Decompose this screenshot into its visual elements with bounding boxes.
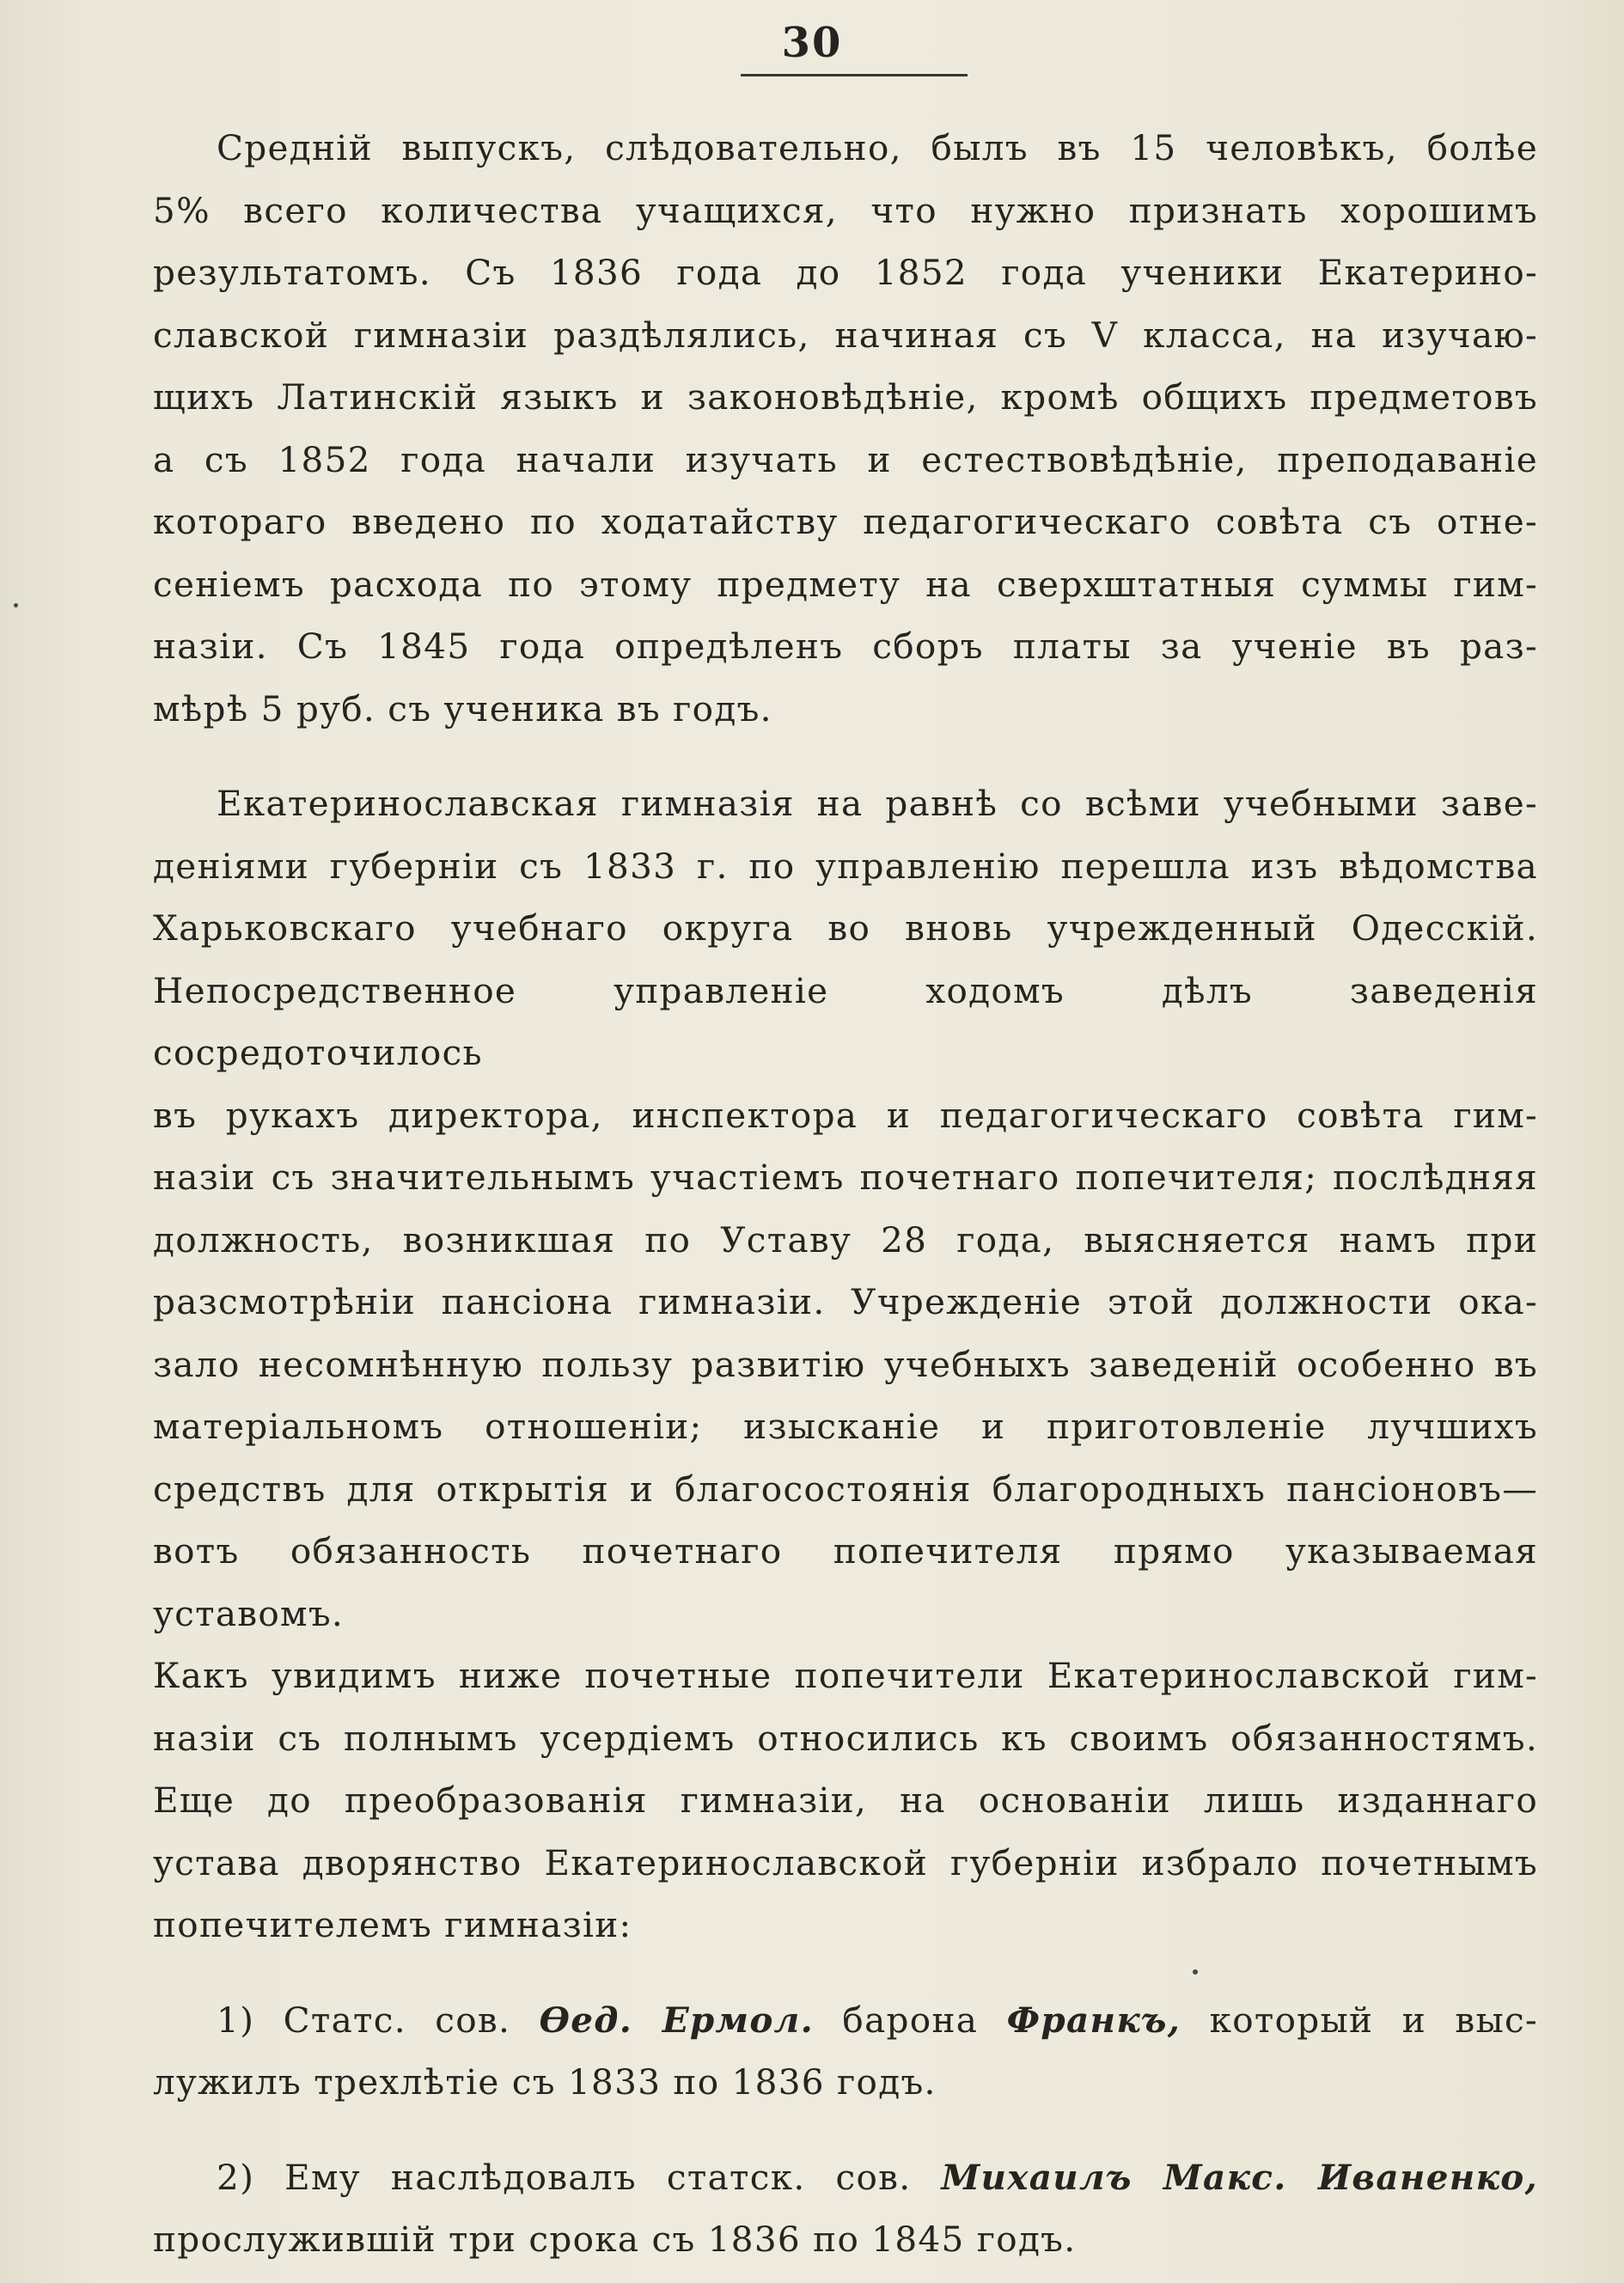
paragraph xyxy=(153,117,1538,740)
text-line: Екатеринославская гимназiя на равнѣ со всѣми учебными заве- xyxy=(217,783,1538,824)
text-line: разсмотрѣнiи пансiона гимназiи. Учрежденiе этой должности ока- xyxy=(153,1281,1538,1322)
text-line: Харьковскаго учебнаго округа во вновь учрежденный Одесскiй. xyxy=(153,907,1538,949)
person-name: Ѳед. Ермол. xyxy=(539,1999,815,2041)
text-line: 5% всего количества учащихся, что нужно признать хорошимъ xyxy=(153,189,1538,231)
text-line: назiи съ значительнымъ участiемъ почетнаго попечителя; послѣдняя xyxy=(153,1157,1538,1198)
text-line: въ рукахъ директора, инспектора и педагогическаго совѣта гим- xyxy=(153,1094,1538,1136)
text-line: 2) Ему наслѣдовалъ статск. сов. Михаилъ Макс. Иваненко, xyxy=(217,2156,1539,2198)
text-line: денiями губернiи съ 1833 г. по управленiю перешла изъ вѣдомства xyxy=(153,845,1538,887)
text-line: должность, возникшая по Уставу 28 года, выясняется намъ при xyxy=(153,1218,1538,1261)
text-line: матерiальномъ отношенiи; изысканiе и приготовленiе лучшихъ xyxy=(153,1406,1538,1447)
text-line: лужилъ трехлѣтiе съ 1833 по 1836 годъ. xyxy=(153,2061,937,2103)
text-line: зало несомнѣнную пользу развитiю учебныхъ заведенiй особенно въ xyxy=(153,1343,1538,1385)
text-line: Непосредственное управленiе ходомъ дѣлъ заведенiя сосредоточилось xyxy=(153,969,1538,1073)
text-line: прослужившiй три срока съ 1836 по 1845 годъ. xyxy=(153,2219,1077,2260)
paragraph xyxy=(153,1989,1538,2114)
text-line: Еще до преобразованiя гимназiи, на основанiи лишь изданнаго xyxy=(153,1779,1538,1821)
text-line: попечителемъ гимназiи: xyxy=(153,1904,632,1945)
text-line: а съ 1852 года начали изучать и естествовѣдѣнiе, преподаванiе xyxy=(153,438,1538,480)
text-line: назiи съ полнымъ усердiемъ относились къ своимъ обязанностямъ. xyxy=(153,1717,1538,1759)
text-line: котораго введено по ходатайству педагогическаго совѣта съ отне- xyxy=(153,501,1538,542)
text-line: устава дворянство Екатеринославской губернiи избрало почетнымъ xyxy=(153,1841,1538,1883)
body-text xyxy=(153,117,1538,2271)
text-line: Какъ увидимъ ниже почетные попечители Екатеринославской гим- xyxy=(153,1655,1538,1696)
margin-speck xyxy=(14,603,18,607)
page-number: 30 xyxy=(781,19,843,67)
page-number-rule xyxy=(741,74,968,76)
text-line: сенiемъ расхода по этому предмету на сверхштатныя суммы гим- xyxy=(153,563,1538,605)
text-line: вотъ обязанность почетнаго попечителя прямо указываемая уставомъ. xyxy=(153,1530,1538,1634)
text-line: результатомъ. Съ 1836 года до 1852 года ученики Екатерино- xyxy=(153,252,1538,293)
person-name: Франкъ, xyxy=(1006,1999,1181,2041)
text-line: назiи. Съ 1845 года опредѣленъ сборъ платы за ученiе въ раз- xyxy=(153,626,1538,667)
paragraph xyxy=(153,2146,1538,2271)
person-name: Михаилъ Макс. Иваненко, xyxy=(941,2156,1539,2198)
text-line: Среднiй выпускъ, слѣдовательно, былъ въ 15 человѣкъ, болѣе xyxy=(217,127,1538,168)
text-line: славской гимназiи раздѣлялись, начиная съ V класса, на изучаю- xyxy=(153,314,1538,356)
text-line: 1) Статс. сов. Ѳед. Ермол. барона Франкъ, который и выс- xyxy=(217,1999,1539,2041)
text-line: щихъ Латинскiй языкъ и законовѣдѣнiе, кромѣ общихъ предметовъ xyxy=(153,376,1538,418)
paragraph xyxy=(153,772,1538,1956)
text-line: средствъ для открытiя и благосостоянiя благородныхъ пансiоновъ— xyxy=(153,1468,1538,1510)
text-line: мѣрѣ 5 руб. съ ученика въ годъ. xyxy=(153,687,772,729)
